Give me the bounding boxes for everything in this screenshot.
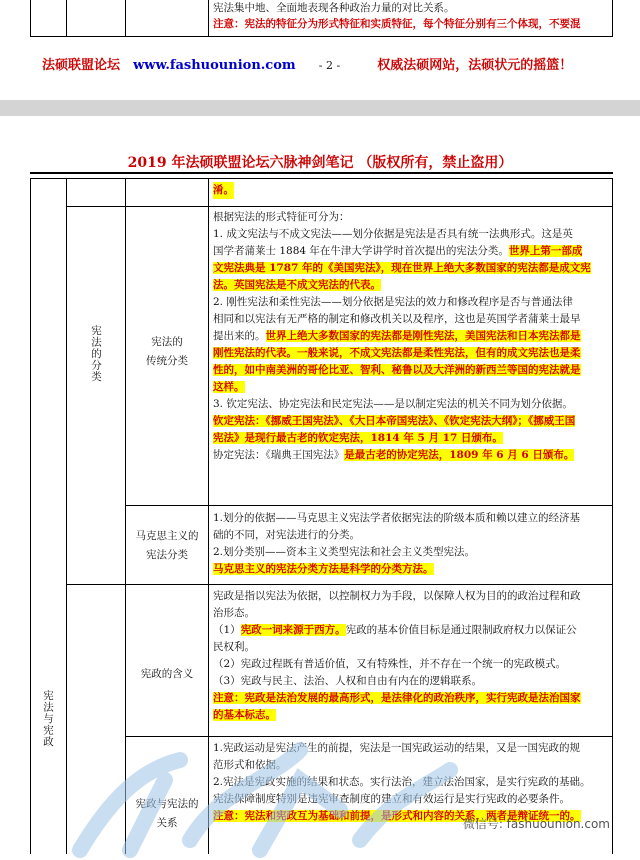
- highlighted-text: 宪法》是现行最古老的钦定宪法，1814 年 5 月 17 日颁布。: [213, 432, 503, 444]
- footer-forum-name: 法硕联盟论坛: [42, 58, 121, 73]
- row-divider: [125, 736, 613, 737]
- content-line: [213, 757, 609, 774]
- body-text: 国学者蒲莱士 1884 年在牛津大学讲学时首次提出的宪法分类。: [213, 245, 509, 257]
- content-line: [213, 690, 609, 707]
- carry-text: 淆。: [213, 182, 234, 199]
- page-separator: [0, 100, 640, 116]
- content-line: [213, 656, 609, 673]
- body-text: 1.划分的依据——马克思主义宪法学者依据宪法的阶级本质和赖以建立的经济基: [213, 512, 581, 524]
- footer-page-number: - 2 -: [318, 59, 341, 72]
- table-border: [208, 178, 209, 854]
- row-divider: [66, 206, 613, 207]
- content-line: [213, 226, 609, 243]
- content-line: [213, 362, 609, 379]
- body-text: （2）宪政过程既有普适价值，又有特殊性，并不存在一个统一的宪政模式。: [213, 658, 567, 670]
- content-line: [213, 430, 609, 447]
- section-label-text: 宪法的分类: [90, 325, 102, 383]
- prev-page-line: 宪法集中地、全面地表现各种政治力量的对比关系。: [213, 2, 455, 14]
- body-text: 宪法保障制度特别是违宪审查制度的建立和有效运行是实行宪政的必要条件。: [213, 793, 570, 805]
- body-text: （3）宪政与民主、法治、人权和自由有内在的逻辑联系。: [213, 675, 483, 687]
- prev-table-border: [66, 0, 67, 36]
- prev-table-border: [125, 0, 126, 36]
- footer-url[interactable]: www.fashuounion.com: [133, 58, 296, 73]
- page-footer: [42, 54, 602, 72]
- content-line: [213, 791, 609, 808]
- page-title: 2019 年法硕联盟论坛六脉神剑笔记 （版权所有，禁止盗用）: [127, 155, 513, 171]
- body-text: 3. 钦定宪法、协定宪法和民定宪法——是以制定宪法的机关不同为划分依据。: [213, 398, 573, 410]
- content-line: [213, 413, 609, 430]
- highlighted-text: 是最古老的协定宪法，1809 年 6 月 6 日颁布。: [344, 449, 575, 461]
- content-line: [213, 243, 609, 260]
- content-line: [213, 561, 609, 578]
- body-text: （1）: [213, 624, 241, 636]
- row-divider: [125, 505, 613, 506]
- highlighted-text: 法。英国宪法是不成文宪法的代表。: [213, 279, 381, 291]
- row-label-line: 马克思主义的: [135, 530, 199, 542]
- table-border: [66, 178, 67, 854]
- section-label-classification: [89, 325, 103, 383]
- relation-content: [213, 740, 609, 825]
- meaning-content: [213, 588, 609, 724]
- body-text: 1.宪政运动是宪法产生的前提，宪法是一国宪政运动的结果，又是一国宪政的规: [213, 742, 581, 754]
- traditional-classification-content: [213, 209, 609, 464]
- body-text: 2.划分类别——资本主义类型宪法和社会主义类型宪法。: [213, 546, 476, 558]
- prev-table-bottom: [30, 36, 613, 37]
- table-border: [125, 178, 126, 854]
- table-top: [30, 178, 613, 179]
- content-line: [213, 447, 609, 464]
- highlighted-text: 性的，如中南美洲的哥伦比亚、智利、秘鲁以及大洋洲的新西兰等国的宪法就是: [213, 364, 581, 376]
- body-text: 2. 刚性宪法和柔性宪法——划分依据是宪法的效力和修改程序是否与普通法律: [213, 296, 573, 308]
- row-label-line: 关系: [156, 817, 178, 829]
- header-rule: [30, 172, 613, 174]
- highlighted-text: 文宪法典是 1787 年的《美国宪法》，现在世界上绝大多数国家的宪法都是成文宪: [213, 262, 591, 274]
- content-line: [213, 345, 609, 362]
- body-text: 宪政是指以宪法为依据，以控制权力为手段，以保障人权为目的的政治过程和政: [213, 590, 581, 602]
- content-line: [213, 328, 609, 345]
- body-text: 民权利。: [213, 641, 255, 653]
- content-line: [213, 396, 609, 413]
- highlighted-text: 世界上第一部成: [508, 245, 583, 257]
- content-line: [213, 209, 609, 226]
- prev-table-border-left: [30, 0, 31, 36]
- content-line: [213, 740, 609, 757]
- body-text: 治形态。: [213, 607, 255, 619]
- table-border-right: [612, 178, 613, 854]
- content-line: [213, 544, 609, 561]
- body-text: 础的不同，对宪法进行的分类。: [213, 529, 360, 541]
- body-text: 协定宪法：《瑞典王国宪法》: [213, 449, 345, 461]
- prev-table-border: [208, 0, 209, 36]
- content-line: [213, 527, 609, 544]
- content-line: [213, 260, 609, 277]
- content-line: [213, 622, 609, 639]
- highlighted-text: 这样。: [213, 381, 245, 393]
- row-label-meaning: 宪政的含义: [140, 668, 194, 680]
- body-text: 2.宪法是宪政实施的结果和状态。实行法治，建立法治国家，是实行宪政的基础。: [213, 776, 591, 788]
- highlighted-text: 注意：宪法和宪政互为基础和前提，是形式和内容的关系，两者是辩证统一的。: [213, 810, 581, 822]
- content-line: [213, 605, 609, 622]
- content-line: [213, 774, 609, 791]
- content-line: [213, 294, 609, 311]
- marxist-classification-content: [213, 510, 609, 578]
- content-line: [213, 379, 609, 396]
- row-label-line: 宪法分类: [146, 549, 188, 561]
- highlighted-text: 的基本标志。: [213, 709, 276, 721]
- row-label-line: 传统分类: [146, 355, 188, 367]
- row-divider: [66, 584, 613, 585]
- row-label-relation: [128, 796, 206, 832]
- row-label-marxist: [128, 528, 206, 564]
- body-text: 相同和以宪法有无严格的制定和修改机关以及程序，这也是英国学者蒲莱士最早: [213, 313, 581, 325]
- body-text: 提出来的。: [213, 330, 266, 342]
- row-label-line: 宪法的: [151, 336, 183, 348]
- row-label-traditional: [128, 334, 206, 370]
- section-label-constitutionalism: [41, 690, 55, 748]
- highlighted-text: 世界上绝大多数国家的宪法都是刚性宪法，美国宪法和日本宪法都是: [265, 330, 581, 342]
- body-text: 1. 成文宪法与不成文宪法——划分依据是宪法是否具有统一法典形式。这是英: [213, 228, 573, 240]
- table-border-left: [30, 178, 31, 854]
- content-line: [213, 277, 609, 294]
- body-text: 宪政的基本价值目标是通过限制政府权力以保证公: [345, 624, 577, 636]
- content-line: [213, 673, 609, 690]
- row-label-line: 宪政与宪法的: [135, 798, 199, 810]
- body-text: 根据宪法的形式特征可分为：: [213, 211, 350, 223]
- content-line: [213, 639, 609, 656]
- body-text: 范形式和依据。: [213, 759, 287, 771]
- section-label-text: 宪法与宪政: [42, 690, 54, 748]
- highlighted-text: 刚性宪法的代表。一般来说，不成文宪法都是柔性宪法，但有的成文宪法也是柔: [213, 347, 581, 359]
- content-line: [213, 588, 609, 605]
- content-line: [213, 510, 609, 527]
- prev-page-note: 注意：宪法的特征分为形式特征和实质特征，每个特征分别有三个体现，不要混: [213, 18, 581, 30]
- highlighted-text: 马克思主义的宪法分类方法是科学的分类方法。: [213, 563, 434, 575]
- highlighted-text: 宪政一词来源于西方。: [240, 624, 346, 636]
- highlighted-text: 钦定宪法：《挪威王国宪法》、《大日本帝国宪法》、《钦定宪法大纲》；《挪威王国: [213, 415, 576, 427]
- highlighted-text: 注意：宪政是法治发展的最高形式，是法律化的政治秩序，实行宪政是法治国家: [213, 692, 581, 704]
- watermark-text: 微信号: fashuounion.com: [462, 817, 610, 831]
- content-line: [213, 707, 609, 724]
- content-line: [213, 311, 609, 328]
- footer-slogan: 权威法硕网站，法硕状元的摇篮！: [377, 58, 573, 73]
